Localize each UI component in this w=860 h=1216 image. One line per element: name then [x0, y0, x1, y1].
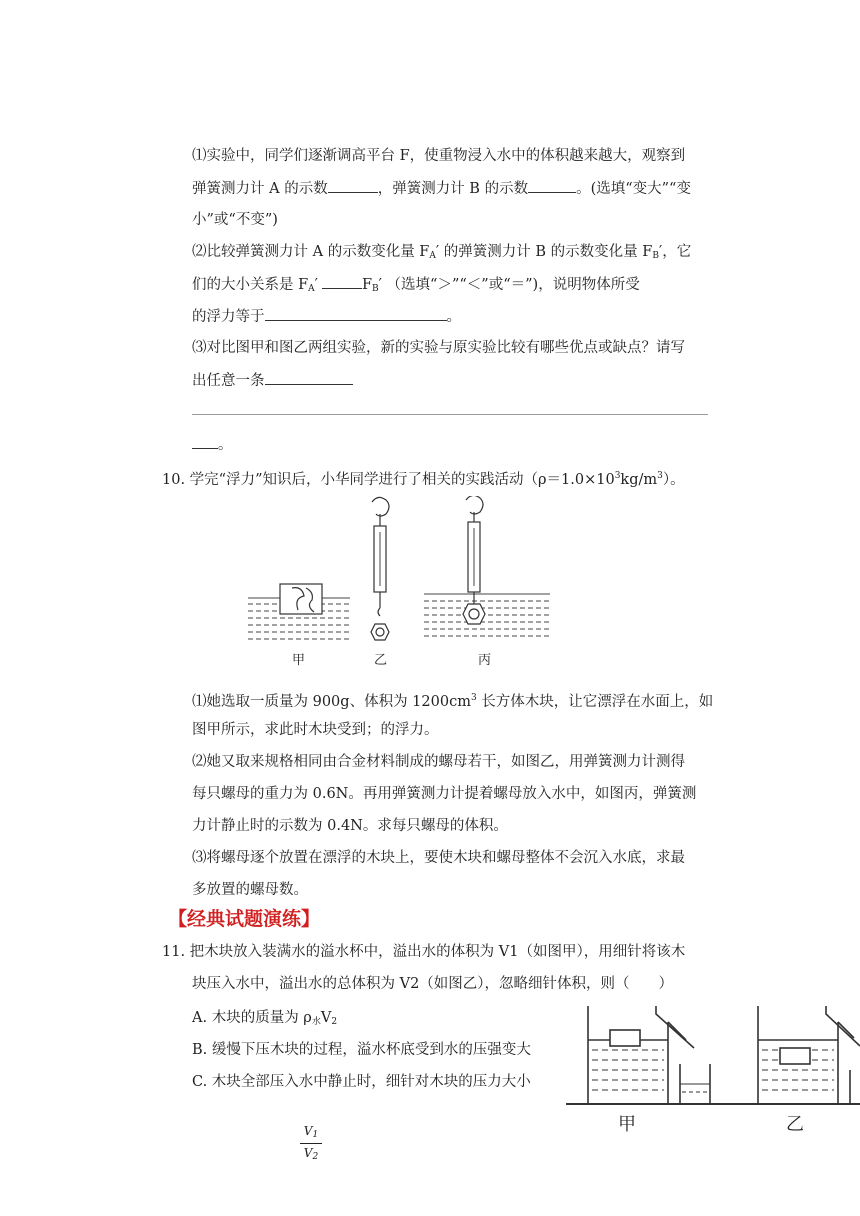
q10-text: ⑵她又取来规格相同由合金材料制成的螺母若干，如图乙，用弹簧测力计测得 — [192, 754, 685, 770]
q9-part1-line3 — [192, 210, 278, 230]
fraction-denominator — [300, 1146, 322, 1162]
option-text: V — [320, 1010, 332, 1026]
q9-part1-line1 — [192, 146, 685, 166]
q10-sub1-line2 — [192, 720, 439, 740]
fig-label-yi: 乙 — [374, 653, 388, 668]
q10-text: kg/m — [620, 472, 658, 488]
q10-sub1-line1 — [192, 688, 713, 712]
q11-option-c[interactable] — [192, 1072, 531, 1092]
subscript: 水 — [311, 1017, 321, 1027]
subscript: 1 — [312, 1130, 319, 1140]
fig-label-jia: 甲 — [618, 1114, 636, 1135]
q10-sub2-line1 — [192, 752, 685, 772]
q10-sub2-line3 — [192, 816, 508, 836]
q9-text: 出任意一条 — [192, 373, 265, 389]
subscript: B — [652, 251, 659, 261]
q9-text: 们的大小关系是 F — [192, 277, 309, 293]
fig-label-yi: 乙 — [786, 1114, 804, 1135]
q9-text: ′ 的弹簧测力计 B 的示数变化量 F — [435, 244, 653, 260]
q11-text: 11. 把木块放入装满水的溢水杯中，溢出水的体积为 V1（如图甲），用细针将该木 — [162, 944, 686, 960]
q9-part2-line2 — [192, 274, 640, 299]
q9-text: 弹簧测力计 A 的示数 — [192, 181, 328, 197]
q9-text: ⑶对比图甲和图乙两组实验，新的实验与原实验比较有哪些优点或缺点？请写 — [192, 340, 685, 356]
q11-option-b[interactable] — [192, 1040, 531, 1060]
section-heading: 【经典试题演练】 — [168, 908, 321, 930]
overflow-cup-jia — [588, 1006, 710, 1104]
q11-stem-line1 — [162, 942, 685, 962]
q10-text: 10. 学完“浮力”知识后，小华同学进行了相关的实践活动（ρ＝1.0×10 — [162, 472, 615, 488]
subscript: A — [429, 251, 436, 261]
q9-text: 小”或“不变”) — [192, 212, 278, 228]
q10-sub2-line2 — [192, 784, 696, 804]
spring-scale-yi — [372, 497, 389, 616]
spring-scale-bing — [466, 496, 483, 604]
q10-sub3-line1 — [192, 848, 685, 868]
subscript: 2 — [331, 1017, 338, 1027]
q9-part1-text: ⑴实验中，同学们逐渐调高平台 F，使重物浸入水中的体积越来越大，观察到 — [192, 148, 686, 164]
q10-stem — [162, 466, 685, 490]
subscript: A — [308, 284, 315, 294]
q9-text: F — [361, 277, 373, 293]
q11-option-a[interactable] — [192, 1008, 337, 1032]
q11-stem-line2 — [192, 974, 673, 994]
q11-text: 块压入水中，溢出水的总体积为 V2（如图乙），忽略细针体积，则（ ） — [192, 976, 674, 992]
subscript: 2 — [312, 1152, 319, 1162]
wood-block — [280, 584, 322, 614]
q9-part3-line1 — [192, 338, 685, 358]
q10-text: 图甲所示，求此时木块受到；的浮力。 — [192, 722, 439, 738]
nut-yi — [371, 624, 389, 640]
q10-text: 多放置的螺母数。 — [192, 882, 308, 898]
answer-blank[interactable] — [328, 178, 378, 193]
q10-text: 每只螺母的重力为 0.6N。再用弹簧测力计提着螺母放入水中，如图丙，弹簧测 — [192, 786, 697, 802]
option-text: C. 木块全部压入水中静止时，细针对木块的压力大小 — [192, 1074, 531, 1090]
q10-text: ）。 — [662, 472, 685, 488]
frac-text: V — [303, 1146, 313, 1160]
superscript: 3 — [470, 693, 477, 703]
fraction-bar — [300, 1143, 322, 1144]
superscript: 3 — [657, 471, 663, 481]
option-text: B. 缓慢下压木块的过程，溢水杯底受到水的压强变大 — [192, 1042, 531, 1058]
q10-text: 力计静止时的示数为 0.4N。求每只螺母的体积。 — [192, 818, 508, 834]
answer-blank[interactable] — [322, 274, 362, 289]
q9-text: ′，它 — [658, 244, 692, 260]
q9-text: ′ — [314, 277, 318, 293]
fig-label-bing: 丙 — [478, 653, 492, 668]
q9-text: 。(选填“变大”“变 — [576, 181, 691, 197]
q9-text: ⑵比较弹簧测力计 A 的示数变化量 F — [192, 244, 430, 260]
q10-figure — [244, 496, 554, 676]
superscript: 3 — [614, 471, 621, 481]
q9-part1-line2 — [192, 178, 691, 199]
fig-label-jia: 甲 — [292, 653, 306, 668]
nut-bing — [463, 604, 485, 624]
answer-blank[interactable] — [192, 434, 218, 449]
q10-text: ⑴她选取一质量为 900g、体积为 1200cm — [192, 694, 471, 710]
overflow-cup-yi — [758, 1006, 860, 1104]
water-tank-bing — [424, 594, 550, 636]
q9-part3-line2 — [192, 370, 353, 391]
answer-line[interactable] — [192, 414, 708, 415]
q9-text: ，弹簧测力计 B 的示数 — [377, 181, 529, 197]
answer-blank[interactable] — [265, 306, 447, 321]
subscript: B — [372, 284, 379, 294]
q10-text: ⑶将螺母逐个放置在漂浮的木块上，要使木块和螺母整体不会沉入水底，求最 — [192, 850, 685, 866]
option-text: A. 木块的质量为 ρ — [192, 1010, 312, 1026]
q9-text: 。 — [446, 309, 461, 325]
q9-text: 。 — [218, 437, 233, 453]
answer-blank[interactable] — [265, 370, 353, 385]
frac-text: V — [303, 1124, 313, 1138]
q10-sub3-line2 — [192, 880, 308, 900]
q9-part2-line1 — [192, 242, 691, 266]
fraction-v1-over-v2 — [300, 1124, 322, 1162]
q9-text: 的浮力等于 — [192, 309, 265, 325]
q10-text: 长方体木块，让它漂浮在水面上，如 — [476, 694, 714, 710]
q9-part3-line3 — [192, 434, 233, 455]
q11-figure — [564, 1000, 860, 1166]
fraction-numerator — [300, 1124, 322, 1140]
answer-blank[interactable] — [528, 178, 576, 193]
q9-text: ′ （选填“＞”“＜”或“＝”)，说明物体所受 — [378, 277, 640, 293]
q9-part2-line3 — [192, 306, 461, 327]
